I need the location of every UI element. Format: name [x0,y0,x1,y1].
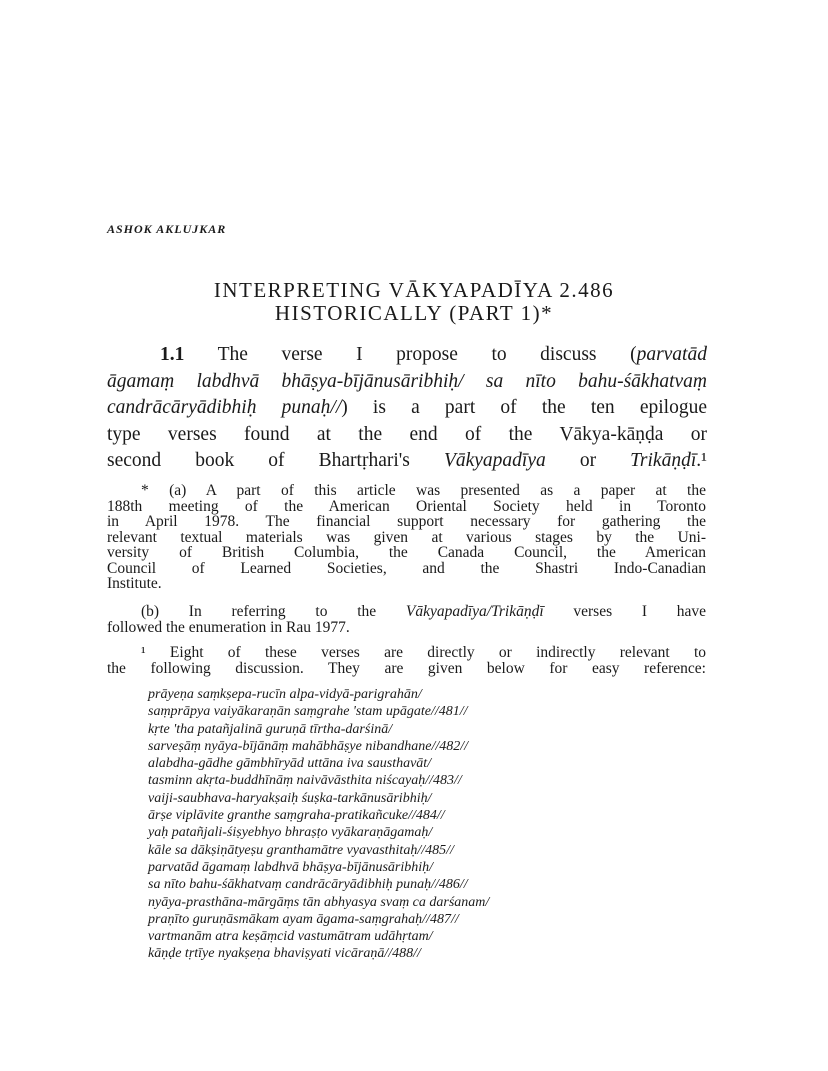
footnote-line: 188th meeting of the American Oriental Society held in Toronto [107,497,706,515]
verse-line: sa nīto bahu-śākhatvaṃ candrācāryādibhiḥ punaḥ//486// [148,877,468,893]
footnote-line: relevant textual materials was given at various stages by the Uni- [107,528,706,546]
footnote-line: Council of Learned Societies, and the Shastri Indo-Canadian [107,559,706,577]
verse-line: kṛte 'tha patañjalinā guruṇā tīrtha-darśinā/ [148,721,393,737]
footnote-line: followed the enumeration in Rau 1977. [107,618,350,636]
verse-line: vaiji-saubhava-haryakṣaiḥ śuṣka-tarkānusāribhiḥ/ [148,790,432,806]
verse-line: vartmanām atra keṣāṃcid vastumātram udāhṛtam/ [148,929,433,945]
author-name: ASHOK AKLUJKAR [107,222,227,236]
verse-line: saṃprāpya vaiyākaraṇān saṃgrahe 'stam upāgate//481// [148,704,468,720]
verse-line: kāle sa dākṣiṇātyeṣu granthamātre vyavasthitaḥ//485// [148,842,454,858]
article-title-line-2: HISTORICALLY (PART 1)* [274,301,554,325]
paragraph-line: 1.1 The verse I propose to discuss (parvatād [160,344,707,365]
opening-paragraph [107,342,707,475]
footnote-line: ¹ Eight of these verses are directly or indirectly relevant to [141,644,706,661]
footnote-1 [107,645,706,676]
verse-line: nyāya-prasthāna-mārgāṃs tān abhyasya svaṃ ca darśanam/ [148,894,490,910]
paragraph-line: candrācāryādibhiḥ punaḥ//) is a part of the ten epilogue [107,397,707,418]
verse-line: praṇīto guruṇāsmākam ayam āgama-saṃgrahaḥ//487// [148,911,459,927]
paragraph-line: second book of Bhartṛhari's Vākyapadīya or Trikāṇḍī.¹ [107,450,707,471]
paragraph-line: āgamaṃ labdhvā bhāṣya-bījānusāribhiḥ/ sa nīto bahu-śākhatvaṃ [107,370,707,392]
footnote-line: * (a) A part of this article was presented as a paper at the [141,482,706,499]
paragraph-line: type verses found at the end of the Vākya-kāṇḍa or [107,423,707,445]
article-title-line-1: INTERPRETING VĀKYAPADĪYA 2.486 [213,278,615,302]
footnote-line: in April 1978. The financial support necessary for gathering the [107,513,706,530]
footnote-star [107,483,706,592]
footnote-line: versity of British Columbia, the Canada Council, the American [107,544,706,561]
section-number: 1.1 [160,344,185,365]
verse-list [148,686,489,963]
footnote-line: (b) In referring to the Vākyapadīya/Trikāṇḍī verses I have [141,603,706,620]
verse-line: sarveṣāṃ nyāya-bījānāṃ mahābhāṣye nibandhane//482// [148,738,469,754]
verse-line: ārṣe viplāvite granthe saṃgraha-pratikañcuke//484// [148,808,445,824]
verse-line: parvatād āgamaṃ labdhvā bhāṣya-bījānusāribhiḥ/ [148,859,434,875]
verse-line: prāyeṇa saṃkṣepa-rucīn alpa-vidyā-parigrahān/ [148,687,422,702]
verse-line: yaḥ patañjali-śiṣyebhyo bhraṣṭo vyākaraṇāgamaḥ/ [148,825,433,841]
verse-line: kāṇḍe tṛtīye nyakṣeṇa bhaviṣyati vicāraṇā//488// [148,946,421,962]
verse-line: alabdha-gādhe gāmbhīryād uttāna iva sausthavāt/ [148,756,432,772]
footnote-line: the following discussion. They are given below for easy reference: [107,659,706,677]
footnote-b [107,604,706,635]
verse-line: tasminn akṛta-buddhīnāṃ naivāvāsthita niścayaḥ//483// [148,773,462,789]
footnote-line: Institute. [107,575,162,592]
